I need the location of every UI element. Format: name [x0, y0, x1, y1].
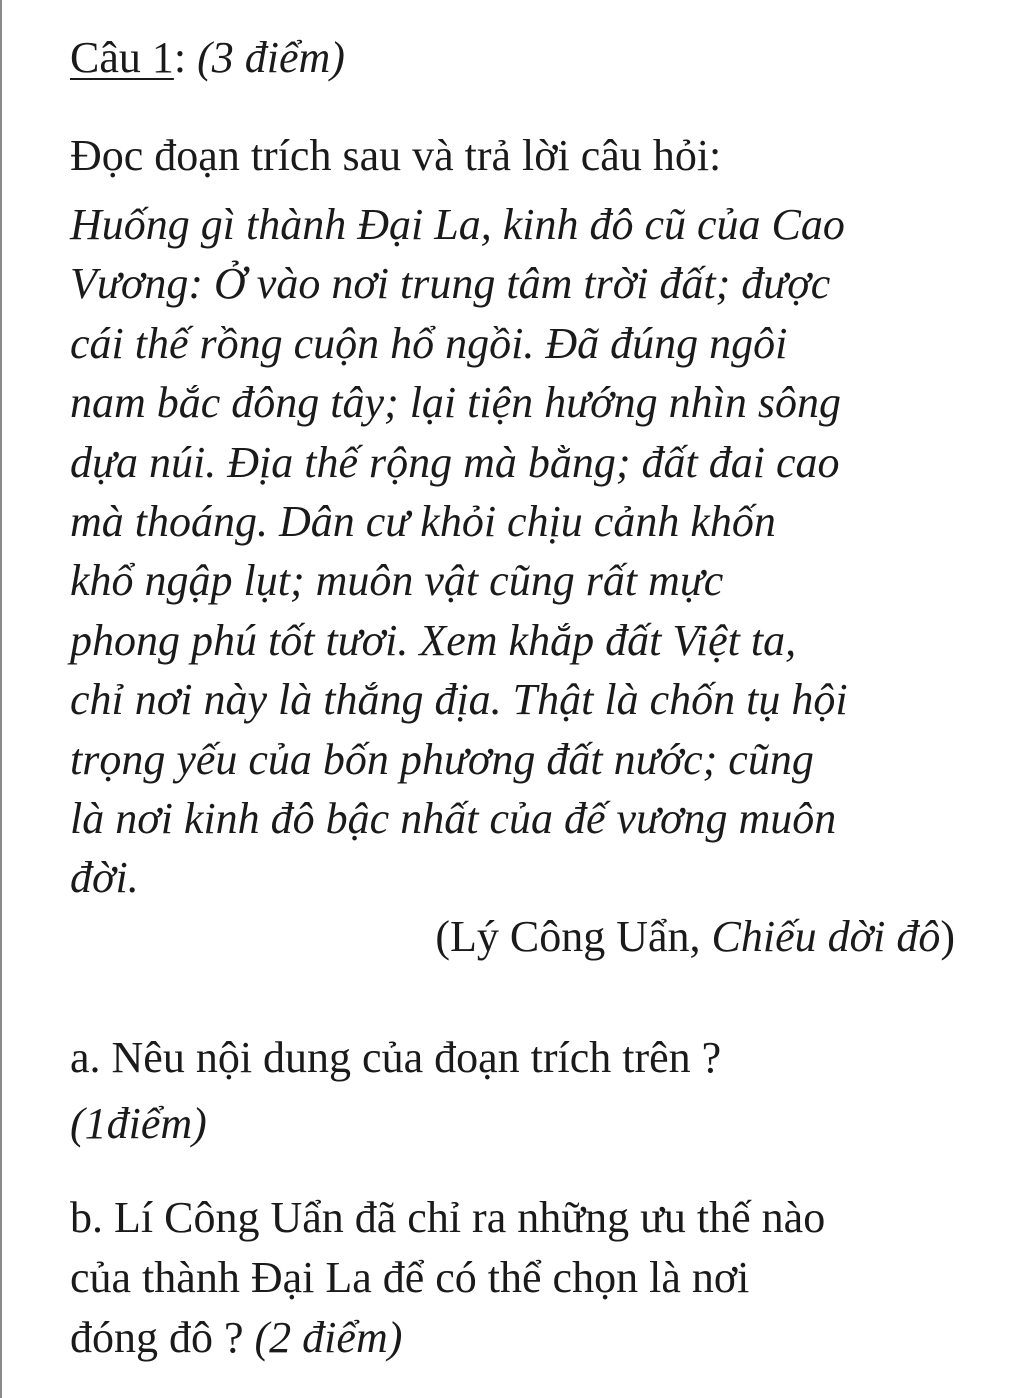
sub-question-b — [70, 1188, 970, 1368]
passage-line: cái thế rồng cuộn hổ ngồi. Đã đúng ngôi — [70, 318, 788, 368]
question-points: (3 điểm) — [197, 33, 345, 82]
source-citation — [435, 908, 955, 966]
instruction-text: Đọc đoạn trích sau và trả lời câu hỏi: — [70, 131, 722, 180]
sub-question-b-points: (2 điểm) — [254, 1313, 403, 1362]
question-colon: : — [173, 33, 187, 82]
sub-question-b-line — [70, 1308, 970, 1368]
passage-line: mà thoáng. Dân cư khỏi chịu cảnh khốn — [70, 496, 776, 546]
passage-line: dựa núi. Địa thế rộng mà bằng; đất đai cao — [70, 437, 840, 487]
citation-author: (Lý Công Uẩn, — [435, 912, 712, 961]
sub-question-a: a. Nêu nội dung của đoạn trích trên ? — [70, 1033, 722, 1082]
page-left-border — [0, 0, 2, 1398]
sub-question-a-points: (1điểm) — [70, 1099, 207, 1148]
sub-question-b-line: của thành Đại La để có thể chọn là nơi — [70, 1253, 750, 1302]
passage-line: đời. — [70, 853, 139, 903]
citation-close: ) — [940, 912, 955, 961]
question-number: Câu 1 — [70, 33, 174, 82]
passage-line: Vương: Ở vào nơi trung tâm trời đất; được — [70, 259, 831, 309]
passage-line: Huống gì thành Đại La, kinh đô cũ của Cao — [70, 200, 845, 249]
passage-line: trọng yếu của bốn phương đất nước; cũng — [70, 734, 814, 784]
passage-line: nam bắc đông tây; lại tiện hướng nhìn sông — [70, 378, 841, 428]
question-heading — [70, 30, 345, 86]
sub-question-b-line: b. Lí Công Uẩn đã chỉ ra những ưu thế nào — [70, 1193, 826, 1242]
citation-work-title: Chiếu dời đô — [711, 912, 941, 961]
passage-line: chỉ nơi này là thắng địa. Thật là chốn tụ hội — [70, 675, 848, 725]
sub-question-b-text: đóng đô ? — [70, 1313, 255, 1362]
passage-line: là nơi kinh đô bậc nhất của đế vương muôn — [70, 793, 837, 843]
passage-line: khổ ngập lụt; muôn vật cũng rất mực — [70, 556, 724, 606]
excerpt-passage — [70, 195, 970, 908]
passage-line: phong phú tốt tươi. Xem khắp đất Việt ta, — [70, 615, 797, 665]
